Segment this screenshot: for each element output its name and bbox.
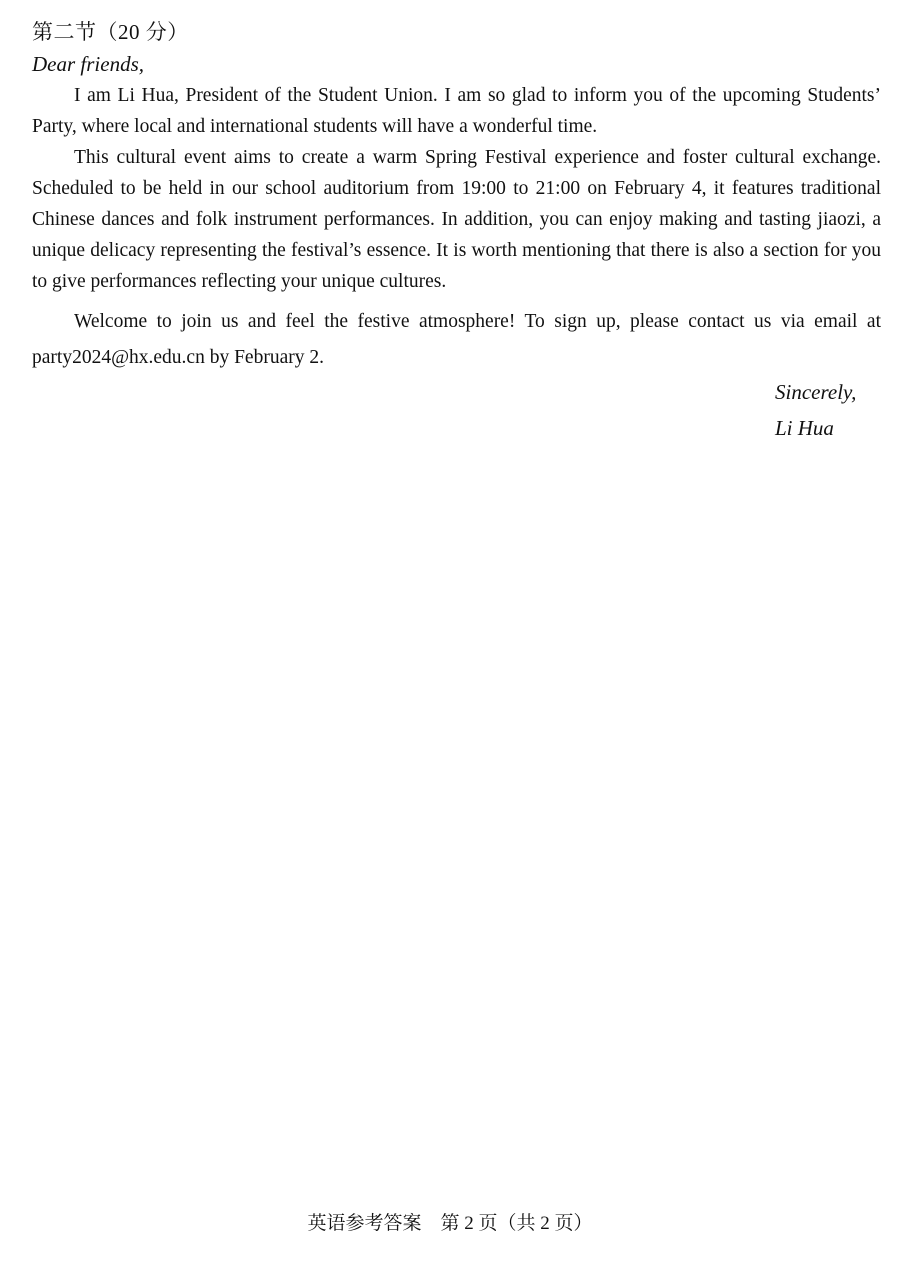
letter-paragraph-intro: I am Li Hua, President of the Student Union. I am so glad to inform you of the upcoming Students’ Party, where local and international students will have a wonderful time. [32, 85, 881, 137]
section-heading: 第二节（20 分） [32, 20, 189, 44]
letter-closing-block [775, 374, 856, 446]
page-footer: 英语参考答案 第 2 页（共 2 页） [307, 1213, 593, 1234]
letter-paragraph-details: This cultural event aims to create a warm Spring Festival experience and foster cultural exchange. Scheduled to be held in our school auditorium from 19:00 to 21:00 on February 4, it features traditional Chinese dances and folk instrument performances. In addition, you can enjoy making and tasting jiaozi, a unique delicacy representing the festival’s essence. It is worth mentioning that there is also a section for you to give performances reflecting your unique cultures. [32, 147, 881, 292]
letter-paragraph-signup: Welcome to join us and feel the festive atmosphere! To sign up, please contact us via email at party2024@hx.edu.cn by February 2. [32, 311, 881, 368]
letter-closing: Sincerely, [775, 380, 857, 404]
letter-salutation: Dear friends, [32, 52, 144, 76]
letter-signature: Li Hua [775, 416, 834, 440]
